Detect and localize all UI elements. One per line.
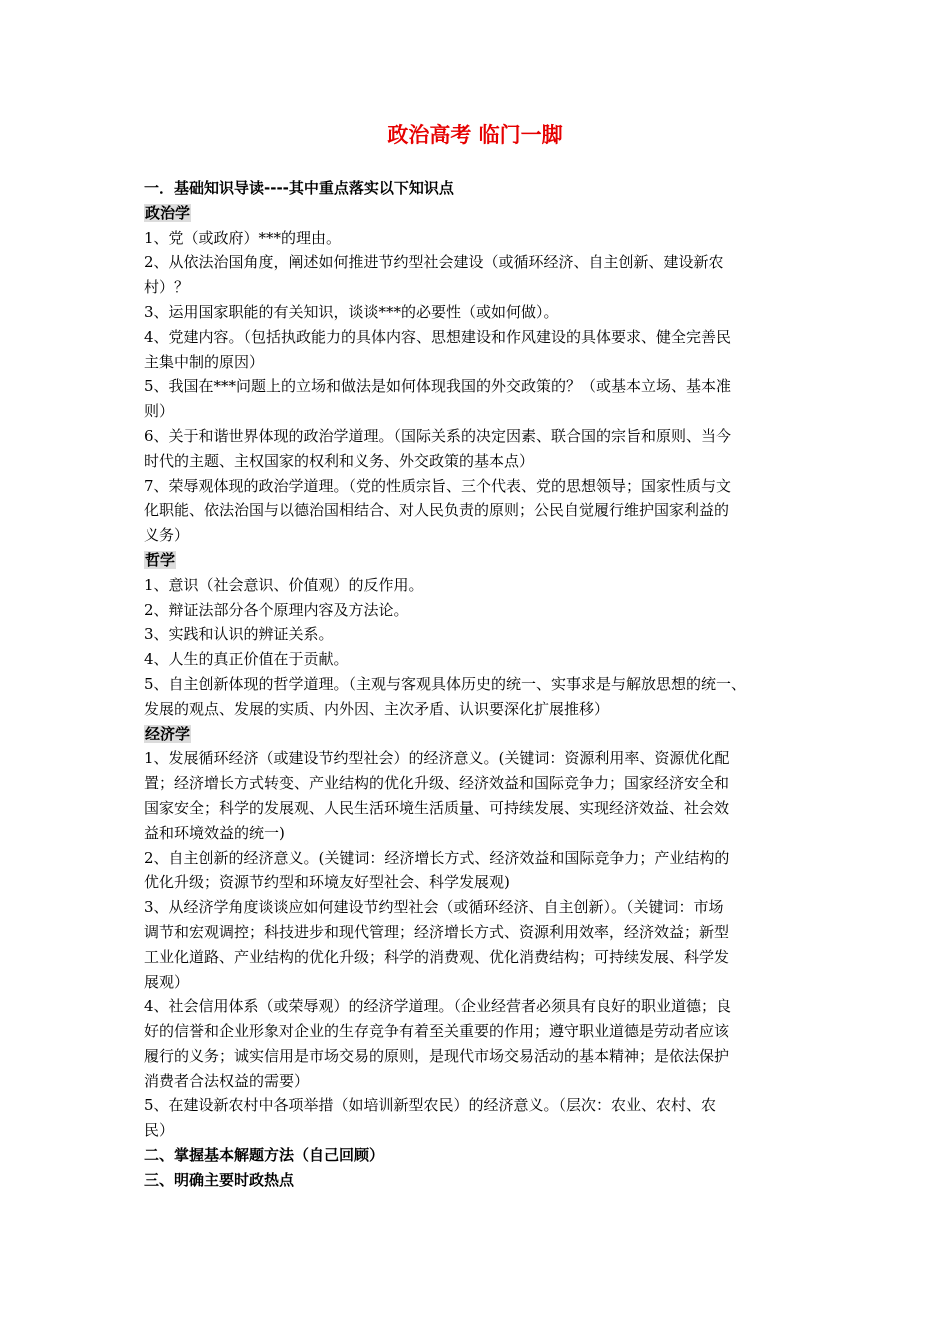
body-line: 置；经济增长方式转变、产业结构的优化升级、经济效益和国际竞争力；国家经济安全和 (144, 774, 730, 793)
body-line: 6、关于和谐世界体现的政治学道理。（国际关系的决定因素、联合国的宗旨和原则、当今 (144, 426, 732, 445)
heading-solving-methods: 二、掌握基本解题方法（自己回顾） (144, 1146, 385, 1165)
body-line: 4、人生的真正价值在于贡献。 (144, 650, 349, 669)
body-line: 履行的义务；诚实信用是市场交易的原则，是现代市场交易活动的基本精神；是依法保护 (144, 1046, 730, 1065)
body-line: 优化升级；资源节约型和环境友好型社会、科学发展观) (144, 873, 510, 892)
section-heading-label: 经济学 (145, 724, 191, 743)
body-line: 发展的观点、发展的实质、内外因、主次矛盾、认识要深化扩展推移） (144, 699, 610, 718)
heading-current-affairs: 三、明确主要时政热点 (144, 1170, 295, 1189)
body-line: 则） (144, 402, 175, 421)
body-line: 2、辩证法部分各个原理内容及方法论。 (144, 600, 409, 619)
section-economics (144, 722, 824, 1144)
body-line: 好的信誉和企业形象对企业的生存竞争有着至关重要的作用；遵守职业道德是劳动者应该 (144, 1022, 730, 1041)
body-line: 4、社会信用体系（或荣辱观）的经济学道理。（企业经营者必须具有良好的职业道德；良 (144, 997, 732, 1016)
body-line: 5、在建设新农村中各项举措（如培训新型农民）的经济意义。（层次：农业、农村、农 (144, 1096, 717, 1115)
body-line: 化职能、依法治国与以德治国相结合、对人民负责的原则；公民自觉履行维护国家利益的 (144, 501, 730, 520)
body-line: 5、自主创新体现的哲学道理。（主观与客观具体历史的统一、实事求是与解放思想的统一、 (144, 674, 747, 693)
body-line: 消费者合法权益的需要） (144, 1071, 310, 1090)
section-lines (144, 226, 824, 548)
body-line: 展观） (144, 972, 190, 991)
body-line: 时代的主题、主权国家的权利和义务、外交政策的基本点） (144, 451, 535, 470)
document-body (144, 176, 824, 1193)
body-line: 主集中制的原因） (144, 352, 265, 371)
section-heading-label: 哲学 (145, 550, 176, 569)
body-line: 1、党（或政府）***的理由。 (144, 228, 342, 247)
body-line: 3、从经济学角度谈谈应如何建设节约型社会（或循环经济、自主创新）。（关键词：市场 (144, 898, 724, 917)
section-lines (144, 746, 824, 1143)
body-line: 村）？ (144, 278, 190, 297)
section-politics (144, 201, 824, 548)
section-philosophy (144, 548, 824, 722)
body-line: 1、发展循环经济（或建设节约型社会）的经济意义。(关键词：资源利用率、资源优化配 (144, 749, 730, 768)
body-line: 2、自主创新的经济意义。(关键词：经济增长方式、经济效益和国际竞争力；产业结构的 (144, 848, 730, 867)
body-line: 2、从依法治国角度，阐述如何推进节约型社会建设（或循环经济、自主创新、建设新农 (144, 253, 724, 272)
body-line: 益和环境效益的统一) (144, 823, 285, 842)
section-heading (144, 548, 824, 573)
body-line: 4、党建内容。（包括执政能力的具体内容、思想建设和作风建设的具体要求、健全完善民 (144, 327, 732, 346)
section-lines (144, 573, 824, 722)
body-line: 3、运用国家职能的有关知识，谈谈***的必要性（或如何做）。 (144, 302, 559, 321)
heading-basic-knowledge: 一．基础知识导读----其中重点落实以下知识点 (144, 179, 454, 197)
section-heading (144, 722, 824, 747)
section-heading (144, 201, 824, 226)
body-line: 国家安全；科学的发展观、人民生活环境生活质量、可持续发展、实现经济效益、社会效 (144, 798, 730, 817)
body-line: 调节和宏观调控；科技进步和现代管理；经济增长方式、资源利用效率，经济效益；新型 (144, 922, 730, 941)
document-title: 政治高考 临门一脚 (387, 123, 563, 147)
body-line: 1、意识（社会意识、价值观）的反作用。 (144, 575, 424, 594)
body-line: 民） (144, 1121, 175, 1140)
body-line: 工业化道路、产业结构的优化升级；科学的消费观、优化消费结构；可持续发展、科学发 (144, 947, 730, 966)
section-heading-label: 政治学 (145, 203, 191, 222)
body-line: 3、实践和认识的辨证关系。 (144, 625, 334, 644)
body-line: 5、我国在***问题上的立场和做法是如何体现我国的外交政策的？（或基本立场、基本准 (144, 377, 732, 396)
body-line: 7、荣辱观体现的政治学道理。（党的性质宗旨、三个代表、党的思想领导；国家性质与文 (144, 476, 732, 495)
body-line: 义务） (144, 526, 190, 545)
